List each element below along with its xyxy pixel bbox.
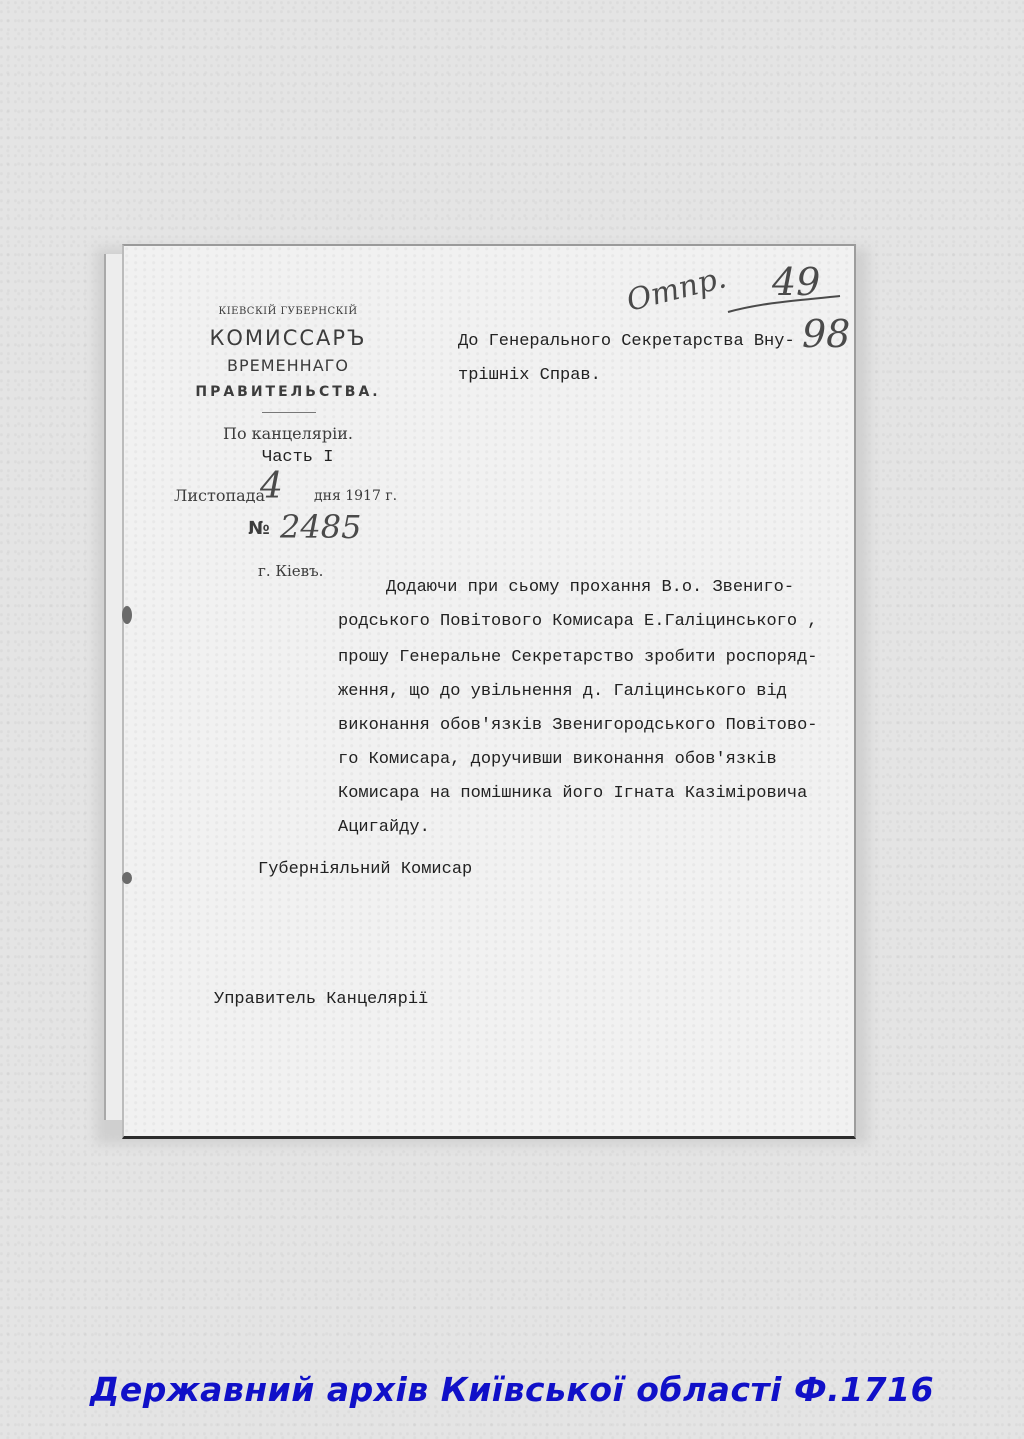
body-line: Додаючи при сьому прохання В.о. Звениго- — [386, 578, 795, 597]
pencil-note: Отпр. — [623, 260, 730, 319]
body-line: Ацигайду. — [338, 818, 430, 837]
archive-page-number: 98 — [802, 312, 851, 356]
addressee-line: трішніх Справ. — [458, 366, 601, 385]
handwritten-number: 2485 — [280, 508, 362, 546]
stamp-line-provisional: ВРЕМЕННАГО — [226, 356, 349, 375]
stamp-line-commissar: КОМИССАРЪ — [209, 326, 367, 350]
body-line: Комисара на помішника його Ігната Казіміровича — [338, 784, 808, 803]
addressee-line: До Генерального Секретарства Вну- — [458, 332, 795, 351]
binding-hole — [122, 872, 132, 884]
handwritten-day: 4 — [260, 466, 283, 507]
stamp-line-government: ПРАВИТЕЛЬСТВА. — [195, 384, 381, 400]
stamp-city: г. Кіевъ. — [258, 562, 324, 580]
body-line: родського Повітового Комисара Е.Галіцинського , — [338, 612, 818, 631]
stamp-line-governorate: КІЕВСКІЙ ГУБЕРНСКІЙ — [218, 306, 358, 317]
signature-commissar: Губерніяльний Комисар — [258, 860, 473, 879]
body-line: го Комисара, доручивши виконання обов'язків — [338, 750, 777, 769]
crossed-number: 49 — [772, 260, 821, 304]
stamp-month: Листопада — [174, 486, 266, 505]
body-line: прошу Генеральне Секретарство зробити роспоряд- — [338, 648, 818, 667]
body-line: виконання обов'язків Звенигородського Повітово- — [338, 716, 818, 735]
stamp-department: По канцеляріи. — [223, 424, 353, 443]
archive-caption: Державний архів Київської області Ф.1716 — [89, 1370, 935, 1409]
body-line: ження, що до увільнення д. Галіцинського від — [338, 682, 787, 701]
stamp-divider — [262, 412, 316, 413]
binding-hole — [122, 606, 132, 624]
stamp-number-sign: № — [248, 518, 270, 539]
stamp-year: дня 1917 г. — [314, 488, 398, 504]
document-page — [122, 244, 856, 1139]
signature-manager: Управитель Канцелярії — [214, 990, 429, 1009]
stamp-part: Часть I — [262, 448, 334, 467]
